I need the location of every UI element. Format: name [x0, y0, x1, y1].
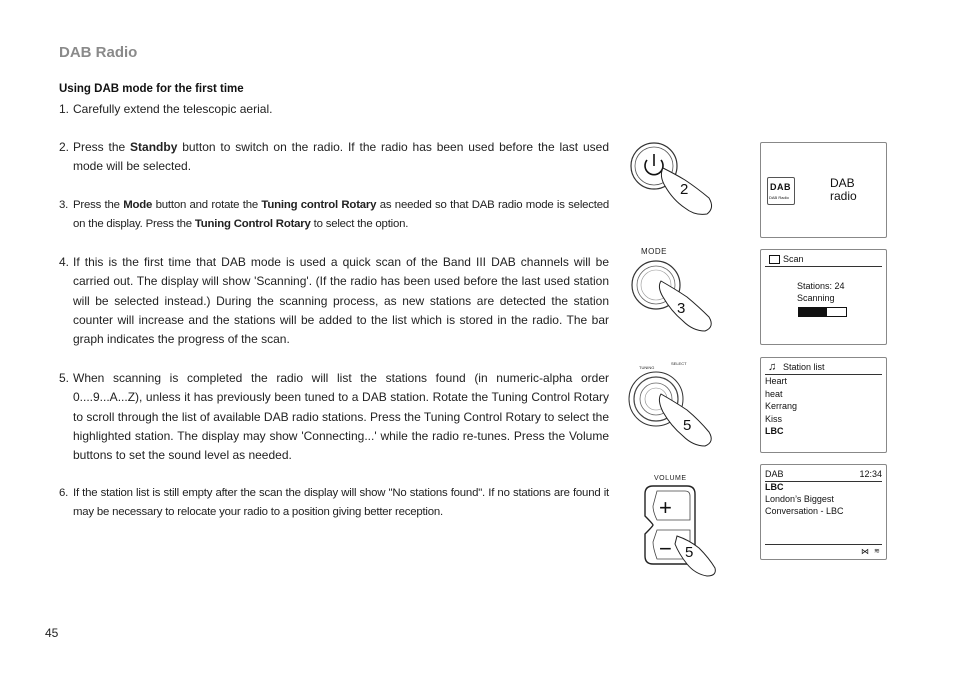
step-4	[59, 253, 609, 349]
volume-up-icon: +	[659, 495, 672, 520]
tuning-rotary-illustration	[625, 356, 725, 452]
station-list-title: Station list	[783, 362, 825, 372]
stereo-icon: ⋈	[861, 547, 869, 556]
step-number: 4.	[59, 255, 70, 269]
step-2	[59, 138, 609, 177]
scan-title: Scan	[783, 254, 804, 264]
step-text-bold: Standby	[130, 140, 178, 154]
step-number: 1.	[59, 102, 70, 116]
volume-label: VOLUME	[654, 475, 687, 482]
mode-label: MODE	[641, 247, 667, 256]
station-list-item[interactable]: heat	[765, 388, 783, 399]
scan-progress-fill	[799, 308, 827, 316]
dab-mode-line1: DAB	[830, 176, 855, 190]
dab-logo-text: DAB	[770, 182, 791, 192]
power-icon	[645, 154, 663, 175]
step-text-bold: Tuning control Rotary	[261, 199, 377, 211]
step-label: 2	[680, 181, 689, 198]
station-list-item[interactable]: Kiss	[765, 413, 783, 424]
ring-text-left: TUNING	[639, 365, 655, 370]
step-number: 2.	[59, 140, 70, 154]
step-1	[59, 100, 609, 119]
step-text: If this is the first time that DAB mode is used a quick scan of the Band III DAB channels will be carried out. The display will show 'Scanning'. (If the radio has been used before the last used station will be selected instead.) During the scanning process, as new stations are detected the station counter will increase and the stations will be added to the list which is stored in the radio. The bar graph indicates the progress of the scan.	[73, 255, 609, 347]
step-6	[59, 484, 609, 523]
step-label: 5	[683, 417, 692, 434]
volume-down-icon: −	[659, 536, 672, 561]
station-list-items	[765, 375, 797, 438]
step-text: button to switch on the radio. If the radio has been used before the last used mode will be selected.	[73, 140, 609, 174]
step-text: as needed so that DAB radio mode is selected on the display. Press the	[73, 199, 610, 231]
dab-logo	[767, 177, 795, 205]
dls-text-line2: Conversation - LBC	[765, 506, 844, 516]
step-text: Press the	[73, 199, 124, 211]
status-divider	[765, 544, 882, 545]
mode-indicator: DAB	[765, 469, 784, 479]
step-text: button and rotate the	[152, 199, 262, 211]
step-5	[59, 369, 609, 465]
dls-text-line1: London’s Biggest	[765, 494, 834, 504]
step-number: 3.	[59, 199, 69, 211]
step-text-bold: Mode	[123, 199, 153, 211]
station-list-item[interactable]: LBC	[765, 426, 784, 437]
volume-buttons-illustration	[625, 470, 725, 580]
station-list-item[interactable]: Heart	[765, 376, 788, 386]
stations-count: Stations: 24	[797, 281, 845, 291]
step-3	[59, 196, 609, 235]
page-number: 45	[45, 626, 59, 640]
dab-logo-subtext: DAB Radio	[769, 195, 789, 200]
station-list-item[interactable]: Kerrang	[765, 401, 798, 412]
step-number: 6.	[59, 487, 69, 499]
step-label: 3	[677, 300, 686, 317]
step-text: to select the option.	[310, 218, 409, 231]
dab-mode-line2: radio	[830, 189, 857, 203]
standby-button-illustration	[625, 138, 725, 218]
menu-icon	[769, 255, 780, 264]
signal-icon: ≋	[874, 548, 880, 555]
clock: 12:34	[859, 469, 882, 479]
subheading: Using DAB mode for the first time	[59, 83, 244, 95]
ring-text-right: SELECT	[671, 361, 687, 366]
step-label: 5	[685, 544, 694, 561]
step-text: Carefully extend the telescopic aerial.	[73, 102, 273, 116]
station-name: LBC	[765, 482, 784, 492]
music-note-icon: ♫	[768, 361, 777, 373]
step-text: Press the	[73, 140, 131, 154]
display-station-list	[760, 357, 887, 453]
scan-progress-bar	[798, 307, 847, 317]
step-number: 5.	[59, 371, 70, 385]
display-header	[765, 467, 882, 482]
display-header	[765, 360, 882, 375]
section-title: DAB Radio	[59, 44, 138, 61]
mode-button-illustration	[625, 243, 725, 335]
display-scan	[760, 249, 887, 345]
step-text: When scanning is completed the radio will list the stations found (in numeric-alpha order 0....9...A...Z), unless it has previously been tuned to a DAB station. Rotate the Tuning Control Rotary to scroll through the list of available DAB radio stations. Press the Tuning Control Rotary to select the highlighted station. The display may show 'Connecting...' while the radio re-tunes. Press the Volume buttons to set the sound level as needed.	[73, 371, 609, 463]
display-dab-radio	[760, 142, 887, 238]
step-text: If the station list is still empty after the scan the display will show "No stations found". If no stations are found it may be necessary to relocate your radio to a position giving better reception.	[73, 487, 609, 519]
scan-status: Scanning	[797, 293, 835, 303]
step-text-bold: Tuning Control Rotary	[194, 218, 311, 231]
display-now-playing	[760, 464, 887, 560]
display-header	[765, 252, 882, 267]
